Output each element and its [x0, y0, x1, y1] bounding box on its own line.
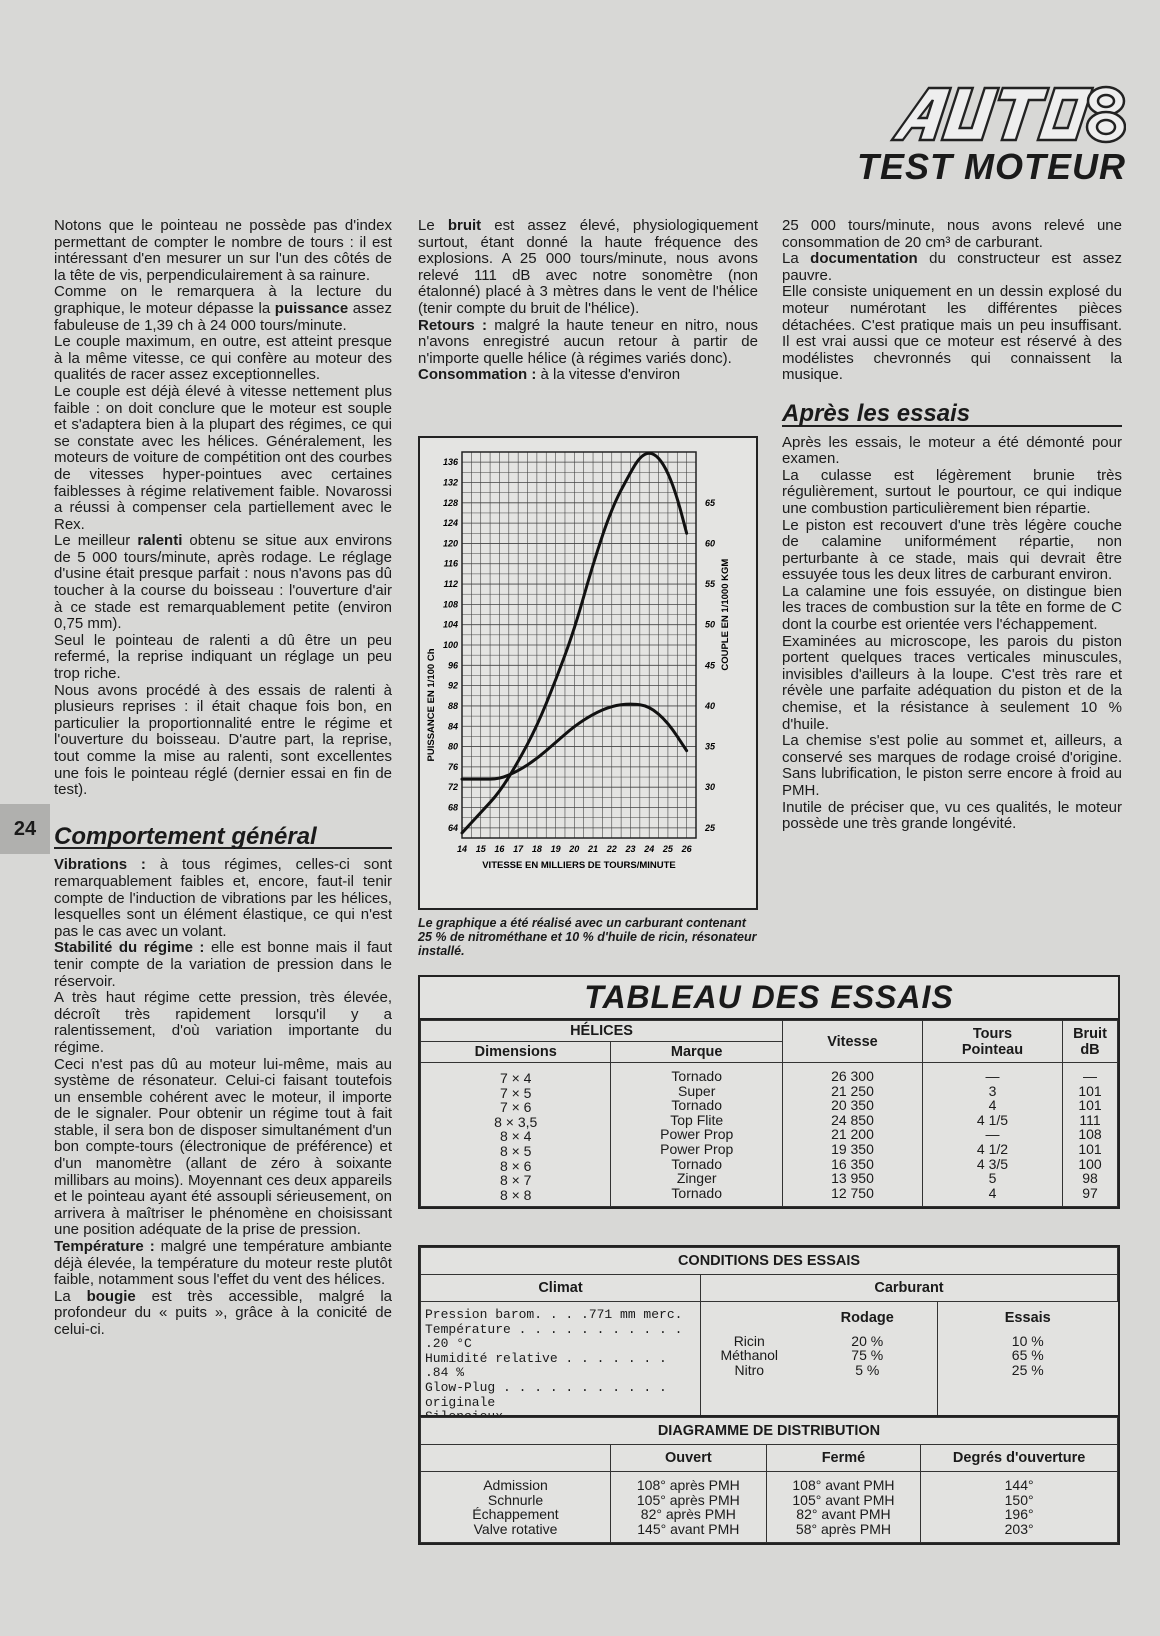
tours-value: 4 — [988, 1097, 997, 1114]
chart-caption: Le graphique a été réalisé avec un carburant contenant 25 % de nitrométhane et 10 % d'huile de ricin, résonateur installé. — [418, 916, 757, 958]
section-heading: Comportement général — [54, 829, 392, 850]
carburant-name: Nitro — [734, 1361, 765, 1378]
ferme-value: 58° après PMH — [795, 1520, 891, 1537]
auto8-logo — [880, 84, 1126, 144]
x-tick-label: 18 — [531, 844, 542, 854]
essais-table — [420, 1020, 1118, 1207]
marques-cell — [611, 1063, 783, 1207]
paragraph: Température : malgré une température ambiante déjà élevée, la température du moteur reste plutôt faible, notamment sous l'effet du vent des hélices. — [54, 1238, 392, 1289]
y-tick-label: 84 — [447, 721, 458, 732]
dims-cell — [421, 1063, 611, 1207]
y2-tick-label: 40 — [704, 700, 716, 711]
y-tick-label: 96 — [447, 660, 458, 671]
paragraph: Inutile de préciser que, vu ces qualités, le moteur possède une très grande longévité. — [782, 798, 1122, 833]
y-tick-label: 80 — [447, 741, 458, 752]
header-tours: Tours Pointeau — [922, 1021, 1062, 1063]
essais-value: 25 % — [1011, 1361, 1044, 1378]
marque-value: Super — [678, 1082, 716, 1099]
dimension-value: 8 × 8 — [499, 1186, 532, 1203]
paragraph: Le piston est recouvert d'une très légère couche de calamine uniformément répartie, non perturbante à ce stade, mais qui devrait être essuyée tous les deux litres de carburant environ. — [782, 516, 1122, 584]
bruit-value: — — [1082, 1068, 1097, 1084]
x-tick-label: 24 — [644, 844, 655, 854]
distribution-title: DIAGRAMME DE DISTRIBUTION — [421, 1418, 1118, 1445]
ouvert-value: 105° après PMH — [636, 1491, 740, 1508]
distribution-degres-cell — [921, 1472, 1118, 1543]
tours-value: 4 3/5 — [976, 1155, 1009, 1172]
x-tick-label: 16 — [494, 844, 505, 854]
dimension-value: 8 × 4 — [499, 1128, 532, 1145]
vitesse-value: 19 350 — [831, 1140, 874, 1157]
bruit-value: 101 — [1078, 1082, 1102, 1099]
tours-value: 3 — [988, 1082, 997, 1099]
table-row — [421, 1472, 1118, 1543]
y-tick-label: 76 — [447, 761, 458, 772]
y-tick-label: 128 — [442, 497, 458, 508]
paragraph: Retours : malgré la haute teneur en nitro, nous n'avons enregistré aucun retour à partir de n'importe quelle hélice (à régimes variés donc). — [418, 316, 759, 367]
climat-value: Pression barom. . . .771 mm merc. — [425, 1307, 683, 1322]
dimension-value: 8 × 7 — [499, 1172, 532, 1189]
dimension-value: 8 × 6 — [499, 1157, 532, 1174]
marque-value: Tornado — [671, 1097, 722, 1114]
y2-tick-label: 35 — [704, 741, 716, 752]
y-tick-label: 108 — [442, 599, 458, 610]
bruit-value: 108 — [1078, 1126, 1102, 1143]
paragraph: La culasse est légèrement brunie très régulièrement, surtout le pourtour, ce qui indique une combustion particulièrement bien répartie. — [782, 466, 1122, 517]
header-essais: Essais — [938, 1302, 1118, 1332]
dimension-value: 8 × 5 — [499, 1142, 532, 1159]
vitesses-cell — [782, 1063, 922, 1207]
bruit-value: 98 — [1082, 1170, 1098, 1187]
vitesse-value: 21 250 — [831, 1082, 874, 1099]
marque-value: Power Prop — [660, 1126, 734, 1143]
dimension-value: 7 × 6 — [499, 1099, 532, 1116]
rodage-value: 20 % — [851, 1332, 884, 1349]
ferme-value: 105° avant PMH — [792, 1491, 895, 1508]
y-axis-label: PUISSANCE EN 1/100 Ch — [426, 648, 437, 762]
vitesse-value: 24 850 — [831, 1111, 874, 1128]
header-ferme: Fermé — [766, 1445, 921, 1472]
bruit-value: 97 — [1082, 1184, 1098, 1201]
y2-tick-label: 55 — [704, 579, 716, 590]
paragraph: Examinées au microscope, les parois du piston portent quelques traces verticales minuscules, invisibles d'ailleurs à la loupe. C'est très rare et révèle une parfaite adéquation du piston et de la chemise, et la résistance à seulement 10 % d'huile. — [782, 632, 1122, 733]
bruit-value: 101 — [1078, 1140, 1102, 1157]
x-tick-label: 20 — [569, 844, 580, 854]
paragraph: Ceci n'est pas dû au moteur lui-même, mais au système de résonateur. Celui-ci faisant toutefois un ensemble cohérent avec le moteur, il importe de le signaler. Pour obtenir un régime tout à fait stable, il sera bon de disposer simultanément d'un bon compte-tours (électronique de préférence) et d'un manomètre (allant de zéro à soixante millibars au moins). Moyennant ces deux appareils et le pointeau ayant été assoupli sérieusement, on arrivera à maîtriser le phénomène en choisissant une position adéquate de la prise de pression. — [54, 1055, 392, 1239]
bruits-cell — [1062, 1063, 1117, 1207]
dimension-value: 8 × 3,5 — [494, 1113, 538, 1130]
paragraph: Vibrations : à tous régimes, celles-ci sont remarquablement faibles et, encore, faut-il tenir compte de l'induction de vibrations par les hélices, lesquelles sont un élément élastique, ce qui n'est pas le cas avec un volant. — [54, 856, 392, 940]
paragraph: Le couple est déjà élevé à vitesse nettement plus faible : on doit conclure que le moteur est souple et s'adaptera bien à la plupart des régimes, ce qui se constate avec les hélices. Généralement, les moteurs de voiture de compétition ont des courbes de vitesses hyper-pointues avec certaines faiblesses à régime relativement faible. Novarossi a réussi à compenser cela partiellement avec le Rex. — [54, 382, 392, 533]
paragraph: La calamine une fois essuyée, on distingue bien les traces de combustion sur la tête en forme de C dont la courbe est orientée vers l'échappement. — [782, 582, 1122, 634]
paragraph: Elle consiste uniquement en un dessin explosé du moteur numérotant les différentes pièces détachées. C'est pratique mais un peu insuffisant. Il est vrai aussi que ce moteur est réservé à des modélistes chevronnés qui connaissent la musique. — [782, 283, 1122, 384]
y-tick-label: 88 — [447, 700, 458, 711]
tours-value: 5 — [988, 1170, 997, 1187]
distribution-name: Admission — [483, 1477, 548, 1493]
x-tick-label: 26 — [681, 844, 692, 854]
climat-value: Humidité relative . . . . . . . .84 % — [425, 1350, 667, 1381]
vitesse-value: 21 200 — [831, 1126, 874, 1143]
rodage-value: 5 % — [855, 1361, 880, 1378]
section-heading: Après les essais — [782, 406, 1122, 427]
dimension-value: 7 × 5 — [499, 1084, 532, 1101]
page-number: 24 — [0, 804, 50, 854]
paragraph: Consommation : à la vitesse d'environ — [418, 366, 681, 384]
y-tick-label: 100 — [442, 640, 458, 650]
paragraph: Comme on le remarquera à la lecture du graphique, le moteur dépasse la puissance assez fabuleuse de 1,39 ch à 24 000 tours/minute. — [54, 283, 392, 334]
paragraph: Le meilleur ralenti obtenu se situe aux environs de 5 000 tours/minute, après rodage. Le réglage d'usine était presque parfait : nous n'avons pas dû toucher à la course du boisseau : l'ouverture d'air à ce stade est remarquablement petite (environ 0,75 mm). — [54, 532, 392, 633]
y2-tick-label: 50 — [704, 619, 716, 630]
x-axis-label: VITESSE EN MILLIERS DE TOURS/MINUTE — [482, 860, 676, 871]
y-tick-label: 132 — [442, 477, 458, 488]
distribution-table — [420, 1417, 1118, 1543]
header-helices: HÉLICES — [421, 1021, 783, 1042]
chart-svg — [420, 438, 756, 908]
column-3 — [782, 218, 1122, 833]
x-tick-label: 25 — [662, 844, 673, 854]
bruit-value: 101 — [1078, 1097, 1102, 1114]
paragraph: La chemise s'est polie au sommet et, ailleurs, a conservé ses marques de rodage croisé d'origine. Sans lubrification, le piston serre encore à froid au PMH. — [782, 732, 1122, 799]
tableau-des-essais — [418, 975, 1120, 1209]
tours-cell — [922, 1063, 1062, 1207]
paragraph: La bougie est très accessible, malgré la profondeur du « puits », grâce à la conicité de celui-ci. — [54, 1287, 393, 1338]
vitesse-value: 16 350 — [831, 1155, 874, 1172]
ouvert-value: 82° après PMH — [640, 1506, 736, 1523]
diagramme-de-distribution — [418, 1415, 1120, 1545]
vitesse-value: 12 750 — [831, 1184, 874, 1201]
dimension-value: 7 × 4 — [499, 1070, 532, 1086]
bruit-value: 100 — [1078, 1155, 1102, 1172]
ferme-value: 82° avant PMH — [796, 1506, 891, 1523]
header-marque: Marque — [611, 1042, 783, 1063]
conditions-table — [420, 1247, 1118, 1442]
y-tick-label: 92 — [447, 680, 458, 691]
distribution-names-cell — [421, 1472, 611, 1543]
marque-value: Top Flite — [670, 1111, 724, 1128]
y-tick-label: 72 — [447, 782, 458, 793]
ouvert-value: 145° avant PMH — [637, 1520, 740, 1537]
y-tick-label: 120 — [442, 538, 458, 549]
y-tick-label: 64 — [447, 822, 458, 833]
paragraph: Après les essais, le moteur a été démonté pour examen. — [782, 433, 1122, 468]
tours-value: 4 1/5 — [976, 1111, 1009, 1128]
x-tick-label: 15 — [475, 844, 486, 854]
paragraph: Stabilité du régime : elle est bonne mais il faut tenir compte de la variation de pression dans le réservoir. — [54, 939, 393, 990]
header-climat: Climat — [421, 1275, 701, 1302]
x-tick-label: 19 — [550, 844, 561, 854]
header-subtitle: TEST MOTEUR — [857, 146, 1126, 187]
tours-value: — — [985, 1126, 1000, 1143]
paragraph: Le bruit est assez élevé, physiologiquement surtout, étant donné la haute fréquence des explosions. A 25 000 tours/minute, nous avons relevé 111 dB avec notre sonomètre (non étalonné) placé à 3 mètres dans le vent de l'hélice (tenir compte du bruit de l'hélice). — [418, 217, 758, 317]
y-tick-label: 104 — [442, 619, 458, 630]
y2-axis-label: COUPLE EN 1/1000 KGM — [720, 558, 731, 671]
marque-value: Tornado — [671, 1068, 722, 1084]
y-tick-label: 124 — [442, 518, 458, 529]
tours-value: 4 — [988, 1184, 997, 1201]
column-1 — [54, 218, 392, 1339]
degres-value: 144° — [1004, 1477, 1034, 1493]
paragraph: Le couple maximum, en outre, est atteint presque à la même vitesse, ce qui confère au moteur des qualités de racer assez exceptionnelles. — [54, 333, 392, 384]
marque-value: Zinger — [676, 1170, 717, 1187]
climat-value: Température . . . . . . . . . . . .20 °C — [425, 1321, 683, 1352]
paragraph: La documentation du constructeur est assez pauvre. — [782, 250, 1122, 284]
marque-value: Power Prop — [660, 1140, 734, 1157]
vitesse-value: 13 950 — [831, 1170, 874, 1187]
y-tick-label: 116 — [443, 558, 458, 569]
essais-value: 65 % — [1011, 1347, 1044, 1364]
y2-tick-label: 60 — [704, 538, 716, 549]
y2-tick-label: 25 — [704, 822, 716, 833]
paragraph: Notons que le pointeau ne possède pas d'index permettant de compter le nombre de tours : il est intéressant d'en mesurer un sur l'un des côtés de la tête de vis, perpendiculairement à sa rainure. — [54, 217, 392, 284]
performance-chart — [418, 436, 758, 910]
header-degres: Degrés d'ouverture — [921, 1445, 1118, 1472]
ouvert-value: 108° après PMH — [636, 1477, 740, 1493]
distribution-name: Schnurle — [487, 1491, 544, 1508]
degres-value: 150° — [1004, 1491, 1034, 1508]
header-bruit: Bruit dB — [1062, 1021, 1117, 1063]
column-2 — [418, 218, 758, 384]
paragraph: Seul le pointeau de ralenti a dû être un peu refermé, la reprise indiquant un réglage un peu trop riche. — [54, 631, 392, 683]
tours-value: 4 1/2 — [976, 1140, 1009, 1157]
distribution-name: Valve rotative — [473, 1520, 558, 1537]
bruit-value: 111 — [1079, 1111, 1101, 1128]
vitesse-value: 20 350 — [831, 1097, 874, 1114]
essais-value: 10 % — [1011, 1332, 1044, 1349]
empty-header — [421, 1445, 611, 1472]
carburant-name: Méthanol — [720, 1347, 779, 1364]
header-ouvert: Ouvert — [611, 1445, 767, 1472]
y-tick-label: 68 — [447, 802, 458, 813]
y-tick-label: 112 — [443, 579, 458, 590]
carburant-name: Ricin — [733, 1332, 765, 1349]
x-tick-label: 17 — [513, 844, 524, 854]
degres-value: 196° — [1004, 1506, 1034, 1523]
y2-tick-label: 30 — [704, 782, 716, 793]
marque-value: Tornado — [671, 1155, 722, 1172]
y-tick-label: 136 — [442, 457, 458, 468]
header-vitesse: Vitesse — [782, 1021, 922, 1063]
header-dimensions: Dimensions — [421, 1042, 611, 1063]
climat-value: Glow-Plug . . . . . . . . . . . originale — [425, 1379, 667, 1410]
vitesse-value: 26 300 — [831, 1068, 874, 1084]
header-carburant: Carburant — [701, 1275, 1118, 1302]
marque-value: Tornado — [671, 1184, 722, 1201]
distribution-name: Échappement — [472, 1506, 559, 1523]
conditions-title: CONDITIONS DES ESSAIS — [421, 1248, 1118, 1275]
x-tick-label: 21 — [588, 844, 599, 854]
paragraph: 25 000 tours/minute, nous avons relevé une consommation de 20 cm³ de carburant. — [782, 217, 1122, 251]
x-tick-label: 23 — [625, 844, 636, 854]
tours-value: — — [985, 1068, 1000, 1084]
distribution-ouvert-cell — [611, 1472, 767, 1543]
y2-tick-label: 65 — [704, 497, 716, 508]
ferme-value: 108° avant PMH — [792, 1477, 895, 1493]
degres-value: 203° — [1004, 1520, 1034, 1537]
x-tick-label: 22 — [606, 844, 617, 854]
paragraph: A très haut régime cette pression, très élevée, décroît très rapidement lorsqu'il y a ralentissement, d'où variation importante du régime. — [54, 989, 392, 1056]
table-row — [421, 1063, 1118, 1207]
table-title: TABLEAU DES ESSAIS — [420, 977, 1118, 1020]
paragraph: Nous avons procédé à des essais de ralenti à plusieurs reprises : il était chaque fois bon, en particulier la proportionnalité entre le régime et l'ouverture du boisseau. D'autre part, la reprise, tout comme la mise au ralenti, sont excellentes une fois le pointeau réglé (dernier essai en fin de test). — [54, 681, 392, 799]
x-tick-label: 14 — [456, 844, 468, 854]
rodage-value: 75 % — [851, 1347, 884, 1364]
header-rodage: Rodage — [840, 1309, 894, 1326]
distribution-ferme-cell — [766, 1472, 921, 1543]
empty-cell — [701, 1302, 798, 1332]
y2-tick-label: 45 — [704, 660, 716, 671]
